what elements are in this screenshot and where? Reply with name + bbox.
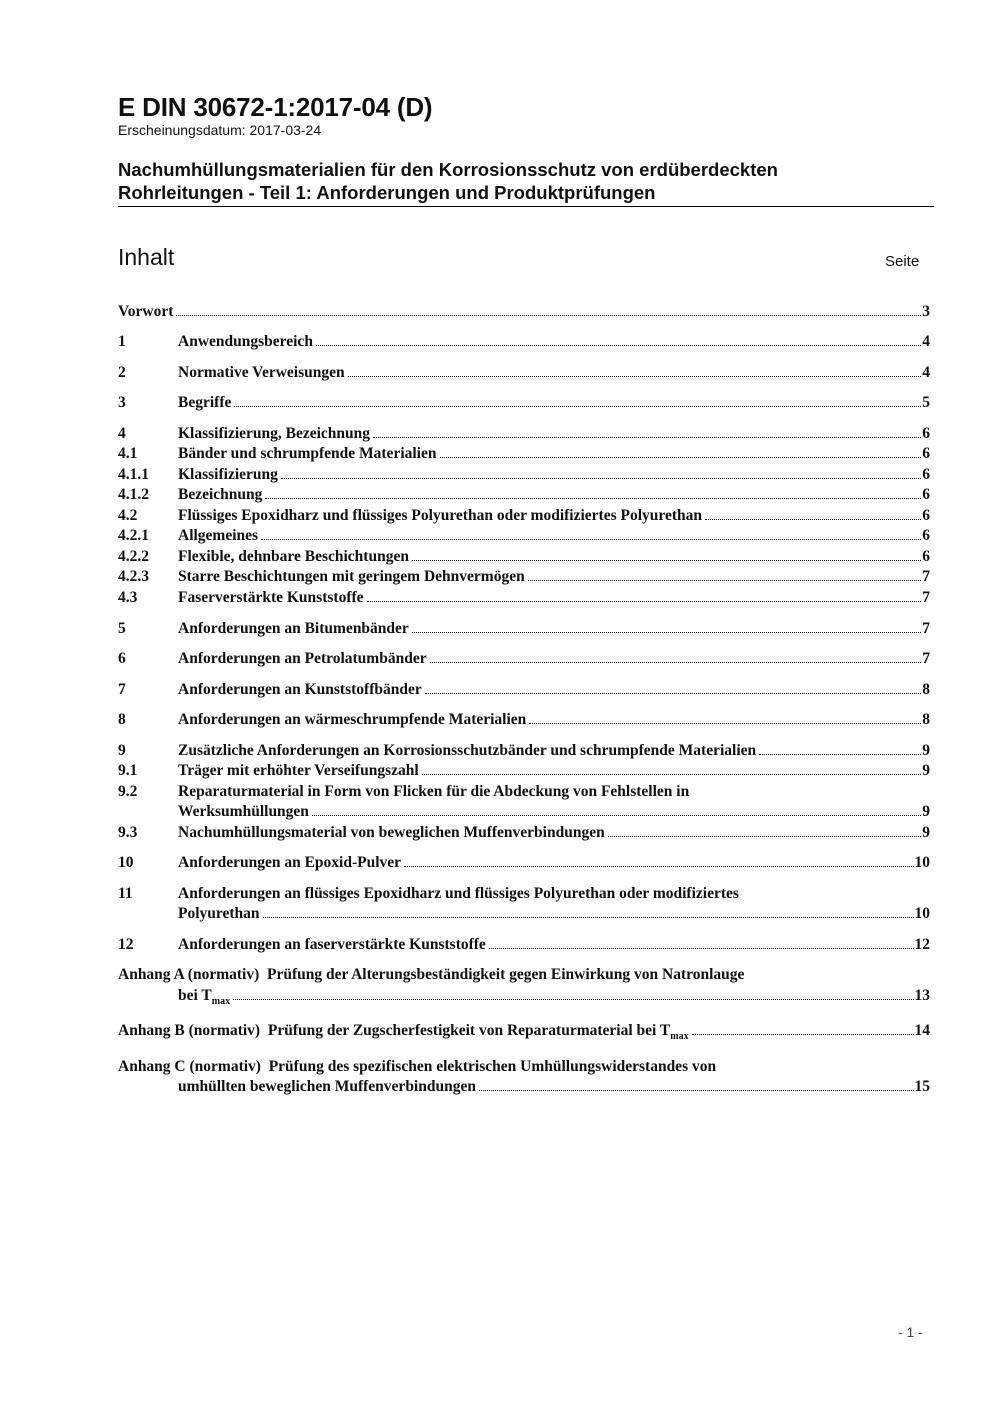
toc-entry-page: 5	[922, 394, 930, 411]
leader-dots	[263, 917, 914, 918]
leader-dots	[234, 406, 921, 407]
leader-dots	[265, 498, 921, 499]
leader-dots	[312, 815, 921, 816]
leader-dots	[528, 580, 921, 581]
toc-entry-page: 6	[922, 548, 930, 565]
toc-entry-number: 1	[118, 333, 126, 350]
toc-entry-number: 7	[118, 681, 126, 698]
toc-entry-title: Flexible, dehnbare Beschichtungen	[178, 548, 409, 565]
toc-entry-number: 6	[118, 650, 126, 667]
toc-entry-number: 4.2.2	[118, 548, 149, 565]
annex-title-continued: umhüllten beweglichen Muffenverbindungen	[178, 1078, 476, 1095]
toc-entry[interactable]	[118, 589, 930, 609]
toc-entry-title: Anforderungen an wärmeschrumpfende Materialien	[178, 711, 527, 728]
toc-entry-number: 12	[118, 936, 134, 953]
leader-dots	[608, 836, 921, 837]
toc-entry-page: 6	[922, 486, 930, 503]
toc-entry-title: Bezeichnung	[178, 486, 263, 503]
document-title	[118, 158, 934, 204]
toc-entry-page: 7	[922, 650, 930, 667]
toc-entry-title: Begriffe	[178, 394, 232, 411]
annex-title: Prüfung der Alterungsbeständigkeit gegen Einwirkung von Natronlauge	[267, 966, 745, 983]
leader-dots	[412, 560, 921, 561]
annex-title-continued: bei T	[178, 987, 212, 1004]
leader-dots	[489, 948, 914, 949]
toc-entry[interactable]	[118, 548, 930, 568]
toc-entry[interactable]	[118, 425, 930, 445]
leader-dots	[373, 437, 921, 438]
toc-entry[interactable]	[118, 527, 930, 547]
toc-entry-number: 11	[118, 885, 133, 902]
toc-entry-title: Reparaturmaterial in Form von Flicken für die Abdeckung von Fehlstellen in	[178, 783, 690, 800]
toc-entry-11-line-2[interactable]	[118, 905, 930, 925]
toc-heading: Inhalt	[118, 244, 175, 270]
toc-entry[interactable]	[118, 568, 930, 588]
leader-dots	[367, 601, 921, 602]
toc-entry-title: Nachumhüllungsmaterial von beweglichen Muffenverbindungen	[178, 824, 605, 841]
leader-dots	[261, 539, 921, 540]
toc-entry-page: 7	[922, 620, 930, 637]
toc-entry-title: Träger mit erhöhter Verseifungszahl	[178, 762, 419, 779]
toc-entry-page: 8	[922, 711, 930, 728]
toc-entry[interactable]	[118, 394, 930, 414]
toc-entry-page: 6	[922, 527, 930, 544]
toc-entry-page: 9	[922, 803, 930, 820]
page-number: - 1 -	[898, 1324, 923, 1340]
toc-entry-title: Anforderungen an flüssiges Epoxidharz und flüssiges Polyurethan oder modifiziertes	[178, 885, 739, 902]
toc-entry-number: 9.3	[118, 824, 138, 841]
toc-entry-title: Anforderungen an faserverstärkte Kunststoffe	[178, 936, 486, 953]
toc-entry-page: 6	[922, 425, 930, 442]
leader-dots	[176, 315, 921, 316]
toc-entry-number: 4.3	[118, 589, 138, 606]
leader-dots	[425, 693, 921, 694]
toc-entry[interactable]	[118, 333, 930, 353]
annex-title-subscript: max	[211, 996, 231, 1007]
toc-entry-title: Starre Beschichtungen mit geringem Dehnvermögen	[178, 568, 525, 585]
toc-entry-page: 7	[922, 589, 930, 606]
toc-entry[interactable]	[118, 742, 930, 762]
annex-label: Anhang A (normativ)	[118, 966, 260, 983]
toc-entry[interactable]	[118, 466, 930, 486]
toc-annex-c-line-1[interactable]	[118, 1058, 930, 1078]
toc-entry-number: 9.1	[118, 762, 138, 779]
leader-dots	[348, 376, 921, 377]
toc-annex-a-line-2[interactable]	[118, 987, 930, 1007]
toc-entry-title: Anforderungen an Petrolatumbänder	[178, 650, 427, 667]
toc-entry-title-continued: Werksumhüllungen	[178, 803, 309, 820]
leader-dots	[281, 478, 921, 479]
toc-entry-page: 9	[922, 824, 930, 841]
toc-annex-a-line-1[interactable]	[118, 966, 930, 986]
annex-label: Anhang B (normativ)	[118, 1022, 261, 1039]
toc-entry-title: Flüssiges Epoxidharz und flüssiges Polyurethan oder modifiziertes Polyurethan	[178, 507, 703, 524]
toc-page-column-heading: Seite	[885, 253, 920, 270]
document-title-line-2: Rohrleitungen - Teil 1: Anforderungen und Produktprüfungen	[118, 182, 656, 203]
toc-entry-title: Anwendungsbereich	[178, 333, 313, 350]
leader-dots	[705, 519, 921, 520]
toc-entry-number: 5	[118, 620, 126, 637]
toc-entry-title: Anforderungen an Kunststoffbänder	[178, 681, 422, 698]
toc-annex-b[interactable]	[118, 1022, 930, 1042]
toc-entry[interactable]	[118, 364, 930, 384]
toc-entry-9-2-line-2[interactable]	[118, 803, 930, 823]
annex-title: Prüfung des spezifischen elektrischen Umhüllungswiderstandes von	[268, 1058, 717, 1075]
annex-title-subscript: max	[670, 1031, 689, 1042]
title-divider	[118, 206, 934, 207]
toc-entry-page: 12	[914, 936, 930, 953]
toc-annex-c-line-2[interactable]	[118, 1078, 930, 1098]
toc-entry-number: 9.2	[118, 783, 138, 800]
toc-entry-11-line-1[interactable]	[118, 885, 930, 905]
toc-entry-vorwort[interactable]	[118, 303, 930, 323]
leader-dots	[430, 662, 921, 663]
toc-entry-page: 3	[922, 303, 930, 320]
leader-dots	[404, 866, 913, 867]
toc-entry-number: 4.1.1	[118, 466, 149, 483]
toc-entry-number: 2	[118, 364, 126, 381]
toc-entry-number: 9	[118, 742, 126, 759]
toc-entry[interactable]	[118, 762, 930, 782]
toc-entry-page: 4	[922, 333, 930, 350]
toc-entry-9-2-line-1[interactable]	[118, 783, 930, 803]
toc-entry-page: 6	[922, 466, 930, 483]
toc-entry-page: 9	[922, 762, 930, 779]
leader-dots	[440, 457, 922, 458]
toc-entry-number: 4.1	[118, 445, 138, 462]
toc-entry[interactable]	[118, 711, 930, 731]
toc-entry-page: 15	[914, 1078, 930, 1095]
toc-entry-title: Allgemeines	[178, 527, 259, 544]
toc-entry-number: 4.2.1	[118, 527, 149, 544]
toc-entry[interactable]	[118, 854, 930, 874]
toc-entry-title: Klassifizierung, Bezeichnung	[178, 425, 371, 442]
toc-entry[interactable]	[118, 620, 930, 640]
toc-entry-title: Anforderungen an Epoxid-Pulver	[178, 854, 402, 871]
toc-entry-page: 10	[914, 905, 930, 922]
toc-entry[interactable]	[118, 824, 930, 844]
toc-entry-number: 4.1.2	[118, 486, 149, 503]
toc-entry[interactable]	[118, 936, 930, 956]
toc-entry-page: 9	[922, 742, 930, 759]
toc-entry-number: 3	[118, 394, 126, 411]
toc-entry-page: 13	[914, 987, 930, 1004]
toc-entry-title: Faserverstärkte Kunststoffe	[178, 589, 364, 606]
toc-entry-page: 6	[922, 507, 930, 524]
toc-entry-page: 14	[914, 1022, 930, 1039]
annex-title: Prüfung der Zugscherfestigkeit von Reparaturmaterial bei T	[267, 1022, 671, 1039]
toc-entry-number: 8	[118, 711, 126, 728]
toc-entry-number: 4.2.3	[118, 568, 149, 585]
toc-entry-title-continued: Polyurethan	[178, 905, 260, 922]
toc-entry-page: 4	[922, 364, 930, 381]
leader-dots	[422, 774, 921, 775]
leader-dots	[233, 999, 913, 1000]
toc-entry-title: Bänder und schrumpfende Materialien	[178, 445, 437, 462]
document-title-line-1: Nachumhüllungsmaterialien für den Korrosionsschutz von erdüberdeckten	[118, 159, 778, 180]
toc-entry[interactable]	[118, 507, 930, 527]
toc-entry-page: 7	[922, 568, 930, 585]
toc-entry-title: Klassifizierung	[178, 466, 278, 483]
toc-entry[interactable]	[118, 681, 930, 701]
toc-entry-page: 10	[914, 854, 930, 871]
publication-date: Erscheinungsdatum: 2017-03-24	[118, 122, 322, 138]
leader-dots	[316, 345, 921, 346]
toc-entry-number: 4.2	[118, 507, 138, 524]
toc-entry[interactable]	[118, 445, 930, 465]
toc-entry-title: Normative Verweisungen	[178, 364, 345, 381]
toc-entry-page: 6	[922, 445, 930, 462]
leader-dots	[529, 723, 921, 724]
toc-entry-number: 4	[118, 425, 126, 442]
toc-entry[interactable]	[118, 650, 930, 670]
annex-label: Anhang C (normativ)	[118, 1058, 261, 1075]
leader-dots	[479, 1090, 914, 1091]
toc-entry-title: Vorwort	[118, 303, 174, 320]
leader-dots	[759, 754, 921, 755]
toc-entry-number: 10	[118, 854, 134, 871]
document-id: E DIN 30672-1:2017-04 (D)	[118, 92, 433, 122]
toc-entry-title: Anforderungen an Bitumenbänder	[178, 620, 409, 637]
toc-entry-title: Zusätzliche Anforderungen an Korrosionsschutzbänder und schrumpfende Materialien	[178, 742, 757, 759]
leader-dots	[412, 632, 921, 633]
toc-entry[interactable]	[118, 486, 930, 506]
toc-entry-page: 8	[922, 681, 930, 698]
leader-dots	[692, 1034, 914, 1035]
